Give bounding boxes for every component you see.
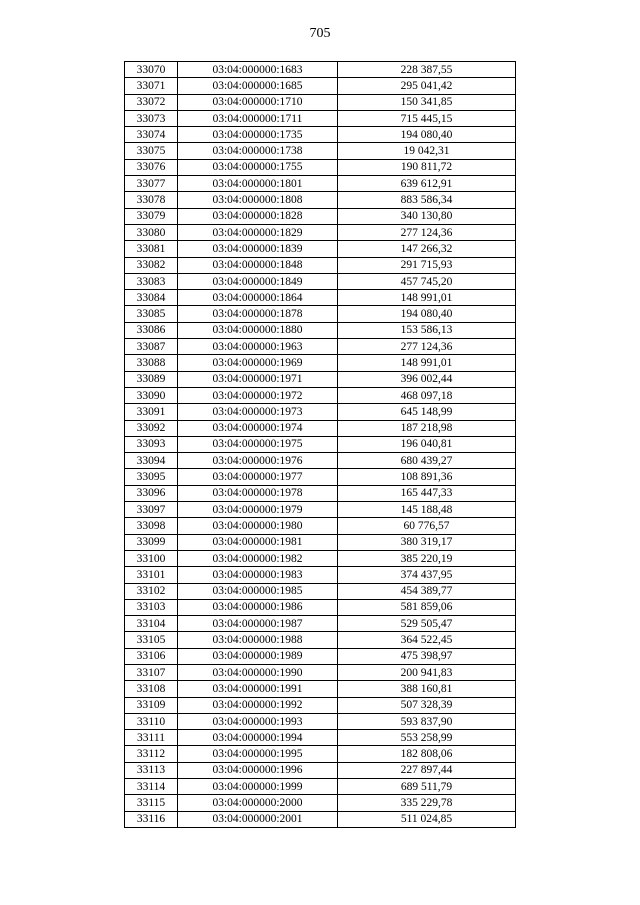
value-cell: 689 511,79: [338, 779, 516, 795]
row-number-cell: 33075: [125, 143, 178, 159]
cadastral-number-cell: 03:04:000000:1988: [178, 632, 338, 648]
cadastral-number-cell: 03:04:000000:1992: [178, 697, 338, 713]
value-cell: 150 341,85: [338, 94, 516, 110]
row-number-cell: 33081: [125, 241, 178, 257]
table-row: [125, 257, 516, 273]
cadastral-number-cell: 03:04:000000:1839: [178, 241, 338, 257]
row-number-cell: 33111: [125, 730, 178, 746]
cadastral-number-cell: 03:04:000000:1979: [178, 502, 338, 518]
row-number-cell: 33096: [125, 485, 178, 501]
row-number-cell: 33087: [125, 339, 178, 355]
row-number-cell: 33115: [125, 795, 178, 811]
value-cell: 291 715,93: [338, 257, 516, 273]
cadastral-number-cell: 03:04:000000:1711: [178, 110, 338, 126]
value-cell: 388 160,81: [338, 681, 516, 697]
value-cell: 295 041,42: [338, 78, 516, 94]
table-row: [125, 746, 516, 762]
cadastral-number-cell: 03:04:000000:1829: [178, 224, 338, 240]
value-cell: 148 991,01: [338, 355, 516, 371]
table-row: [125, 779, 516, 795]
cadastral-number-cell: 03:04:000000:1996: [178, 762, 338, 778]
cadastral-number-cell: 03:04:000000:1989: [178, 648, 338, 664]
cadastral-number-cell: 03:04:000000:1864: [178, 290, 338, 306]
value-cell: 454 389,77: [338, 583, 516, 599]
row-number-cell: 33084: [125, 290, 178, 306]
row-number-cell: 33104: [125, 616, 178, 632]
value-cell: 228 387,55: [338, 62, 516, 78]
cadastral-number-cell: 03:04:000000:1685: [178, 78, 338, 94]
value-cell: 593 837,90: [338, 713, 516, 729]
table-row: [125, 632, 516, 648]
table-row: [125, 306, 516, 322]
value-cell: 108 891,36: [338, 469, 516, 485]
cadastral-number-cell: 03:04:000000:1999: [178, 779, 338, 795]
cadastral-number-cell: 03:04:000000:1683: [178, 62, 338, 78]
table-row: [125, 404, 516, 420]
cadastral-number-cell: 03:04:000000:1963: [178, 339, 338, 355]
cadastral-number-cell: 03:04:000000:1976: [178, 453, 338, 469]
cadastral-number-cell: 03:04:000000:1828: [178, 208, 338, 224]
row-number-cell: 33082: [125, 257, 178, 273]
table-row: [125, 273, 516, 289]
row-number-cell: 33092: [125, 420, 178, 436]
cadastral-number-cell: 03:04:000000:1801: [178, 176, 338, 192]
row-number-cell: 33107: [125, 664, 178, 680]
row-number-cell: 33112: [125, 746, 178, 762]
value-cell: 277 124,36: [338, 224, 516, 240]
value-cell: 194 080,40: [338, 306, 516, 322]
row-number-cell: 33080: [125, 224, 178, 240]
row-number-cell: 33070: [125, 62, 178, 78]
row-number-cell: 33097: [125, 502, 178, 518]
cadastral-number-cell: 03:04:000000:1972: [178, 387, 338, 403]
table-row: [125, 697, 516, 713]
row-number-cell: 33113: [125, 762, 178, 778]
table-row: [125, 469, 516, 485]
cadastral-number-cell: 03:04:000000:1710: [178, 94, 338, 110]
table-row: [125, 664, 516, 680]
table-row: [125, 502, 516, 518]
value-cell: 335 229,78: [338, 795, 516, 811]
cadastral-number-cell: 03:04:000000:1985: [178, 583, 338, 599]
value-cell: 187 218,98: [338, 420, 516, 436]
cadastral-number-cell: 03:04:000000:1755: [178, 159, 338, 175]
table-row: [125, 518, 516, 534]
value-cell: 468 097,18: [338, 387, 516, 403]
row-number-cell: 33091: [125, 404, 178, 420]
value-cell: 190 811,72: [338, 159, 516, 175]
cadastral-number-cell: 03:04:000000:1969: [178, 355, 338, 371]
cadastral-number-cell: 03:04:000000:1849: [178, 273, 338, 289]
value-cell: 553 258,99: [338, 730, 516, 746]
table-row: [125, 355, 516, 371]
cadastral-number-cell: 03:04:000000:1981: [178, 534, 338, 550]
table-row: [125, 583, 516, 599]
cadastral-number-cell: 03:04:000000:1738: [178, 143, 338, 159]
cadastral-number-cell: 03:04:000000:1991: [178, 681, 338, 697]
value-cell: 60 776,57: [338, 518, 516, 534]
table-row: [125, 290, 516, 306]
row-number-cell: 33086: [125, 322, 178, 338]
table-row: [125, 110, 516, 126]
table-body: [125, 62, 516, 828]
value-cell: 581 859,06: [338, 599, 516, 615]
table-row: [125, 387, 516, 403]
cadastral-number-cell: 03:04:000000:1971: [178, 371, 338, 387]
table-row: [125, 192, 516, 208]
table-row: [125, 78, 516, 94]
cadastral-number-cell: 03:04:000000:1735: [178, 127, 338, 143]
table-row: [125, 681, 516, 697]
table-row: [125, 94, 516, 110]
table-row: [125, 616, 516, 632]
table-row: [125, 567, 516, 583]
cadastral-number-cell: 03:04:000000:1978: [178, 485, 338, 501]
row-number-cell: 33073: [125, 110, 178, 126]
row-number-cell: 33105: [125, 632, 178, 648]
cadastral-value-table: [124, 61, 516, 828]
table-row: [125, 127, 516, 143]
row-number-cell: 33108: [125, 681, 178, 697]
value-cell: 145 188,48: [338, 502, 516, 518]
cadastral-number-cell: 03:04:000000:1983: [178, 567, 338, 583]
value-cell: 147 266,32: [338, 241, 516, 257]
table-row: [125, 371, 516, 387]
cadastral-number-cell: 03:04:000000:1974: [178, 420, 338, 436]
value-cell: 165 447,33: [338, 485, 516, 501]
cadastral-number-cell: 03:04:000000:1880: [178, 322, 338, 338]
value-cell: 680 439,27: [338, 453, 516, 469]
value-cell: 194 080,40: [338, 127, 516, 143]
cadastral-number-cell: 03:04:000000:1878: [178, 306, 338, 322]
table-row: [125, 339, 516, 355]
cadastral-number-cell: 03:04:000000:2001: [178, 811, 338, 827]
table-row: [125, 648, 516, 664]
cadastral-number-cell: 03:04:000000:1977: [178, 469, 338, 485]
row-number-cell: 33074: [125, 127, 178, 143]
row-number-cell: 33072: [125, 94, 178, 110]
cadastral-number-cell: 03:04:000000:1990: [178, 664, 338, 680]
cadastral-number-cell: 03:04:000000:1995: [178, 746, 338, 762]
row-number-cell: 33088: [125, 355, 178, 371]
value-cell: 364 522,45: [338, 632, 516, 648]
row-number-cell: 33071: [125, 78, 178, 94]
row-number-cell: 33085: [125, 306, 178, 322]
table-row: [125, 795, 516, 811]
cadastral-number-cell: 03:04:000000:2000: [178, 795, 338, 811]
value-cell: 645 148,99: [338, 404, 516, 420]
row-number-cell: 33090: [125, 387, 178, 403]
value-cell: 511 024,85: [338, 811, 516, 827]
row-number-cell: 33109: [125, 697, 178, 713]
row-number-cell: 33078: [125, 192, 178, 208]
value-cell: 457 745,20: [338, 273, 516, 289]
row-number-cell: 33100: [125, 550, 178, 566]
cadastral-number-cell: 03:04:000000:1986: [178, 599, 338, 615]
table-row: [125, 550, 516, 566]
row-number-cell: 33079: [125, 208, 178, 224]
value-cell: 182 808,06: [338, 746, 516, 762]
value-cell: 153 586,13: [338, 322, 516, 338]
row-number-cell: 33095: [125, 469, 178, 485]
table-row: [125, 599, 516, 615]
row-number-cell: 33102: [125, 583, 178, 599]
row-number-cell: 33103: [125, 599, 178, 615]
cadastral-number-cell: 03:04:000000:1973: [178, 404, 338, 420]
table-row: [125, 176, 516, 192]
row-number-cell: 33098: [125, 518, 178, 534]
row-number-cell: 33089: [125, 371, 178, 387]
table-row: [125, 762, 516, 778]
row-number-cell: 33094: [125, 453, 178, 469]
row-number-cell: 33076: [125, 159, 178, 175]
value-cell: 475 398,97: [338, 648, 516, 664]
table-row: [125, 62, 516, 78]
value-cell: 529 505,47: [338, 616, 516, 632]
value-cell: 148 991,01: [338, 290, 516, 306]
row-number-cell: 33106: [125, 648, 178, 664]
table-row: [125, 420, 516, 436]
value-cell: 374 437,95: [338, 567, 516, 583]
value-cell: 883 586,34: [338, 192, 516, 208]
table-row: [125, 159, 516, 175]
cadastral-number-cell: 03:04:000000:1980: [178, 518, 338, 534]
row-number-cell: 33114: [125, 779, 178, 795]
value-cell: 507 328,39: [338, 697, 516, 713]
table-row: [125, 322, 516, 338]
value-cell: 380 319,17: [338, 534, 516, 550]
cadastral-number-cell: 03:04:000000:1982: [178, 550, 338, 566]
table-row: [125, 208, 516, 224]
table-row: [125, 143, 516, 159]
cadastral-number-cell: 03:04:000000:1993: [178, 713, 338, 729]
table-row: [125, 713, 516, 729]
cadastral-number-cell: 03:04:000000:1987: [178, 616, 338, 632]
value-cell: 196 040,81: [338, 436, 516, 452]
table-row: [125, 224, 516, 240]
value-cell: 200 941,83: [338, 664, 516, 680]
value-cell: 396 002,44: [338, 371, 516, 387]
page-number: 705: [309, 26, 331, 41]
table-row: [125, 241, 516, 257]
cadastral-number-cell: 03:04:000000:1848: [178, 257, 338, 273]
row-number-cell: 33077: [125, 176, 178, 192]
table-row: [125, 730, 516, 746]
value-cell: 19 042,31: [338, 143, 516, 159]
cadastral-number-cell: 03:04:000000:1994: [178, 730, 338, 746]
table-row: [125, 534, 516, 550]
table-row: [125, 811, 516, 827]
value-cell: 639 612,91: [338, 176, 516, 192]
value-cell: 227 897,44: [338, 762, 516, 778]
row-number-cell: 33116: [125, 811, 178, 827]
value-cell: 277 124,36: [338, 339, 516, 355]
table-row: [125, 453, 516, 469]
table-row: [125, 436, 516, 452]
row-number-cell: 33083: [125, 273, 178, 289]
row-number-cell: 33099: [125, 534, 178, 550]
table-row: [125, 485, 516, 501]
row-number-cell: 33110: [125, 713, 178, 729]
row-number-cell: 33093: [125, 436, 178, 452]
value-cell: 715 445,15: [338, 110, 516, 126]
value-cell: 385 220,19: [338, 550, 516, 566]
value-cell: 340 130,80: [338, 208, 516, 224]
row-number-cell: 33101: [125, 567, 178, 583]
cadastral-number-cell: 03:04:000000:1975: [178, 436, 338, 452]
cadastral-number-cell: 03:04:000000:1808: [178, 192, 338, 208]
